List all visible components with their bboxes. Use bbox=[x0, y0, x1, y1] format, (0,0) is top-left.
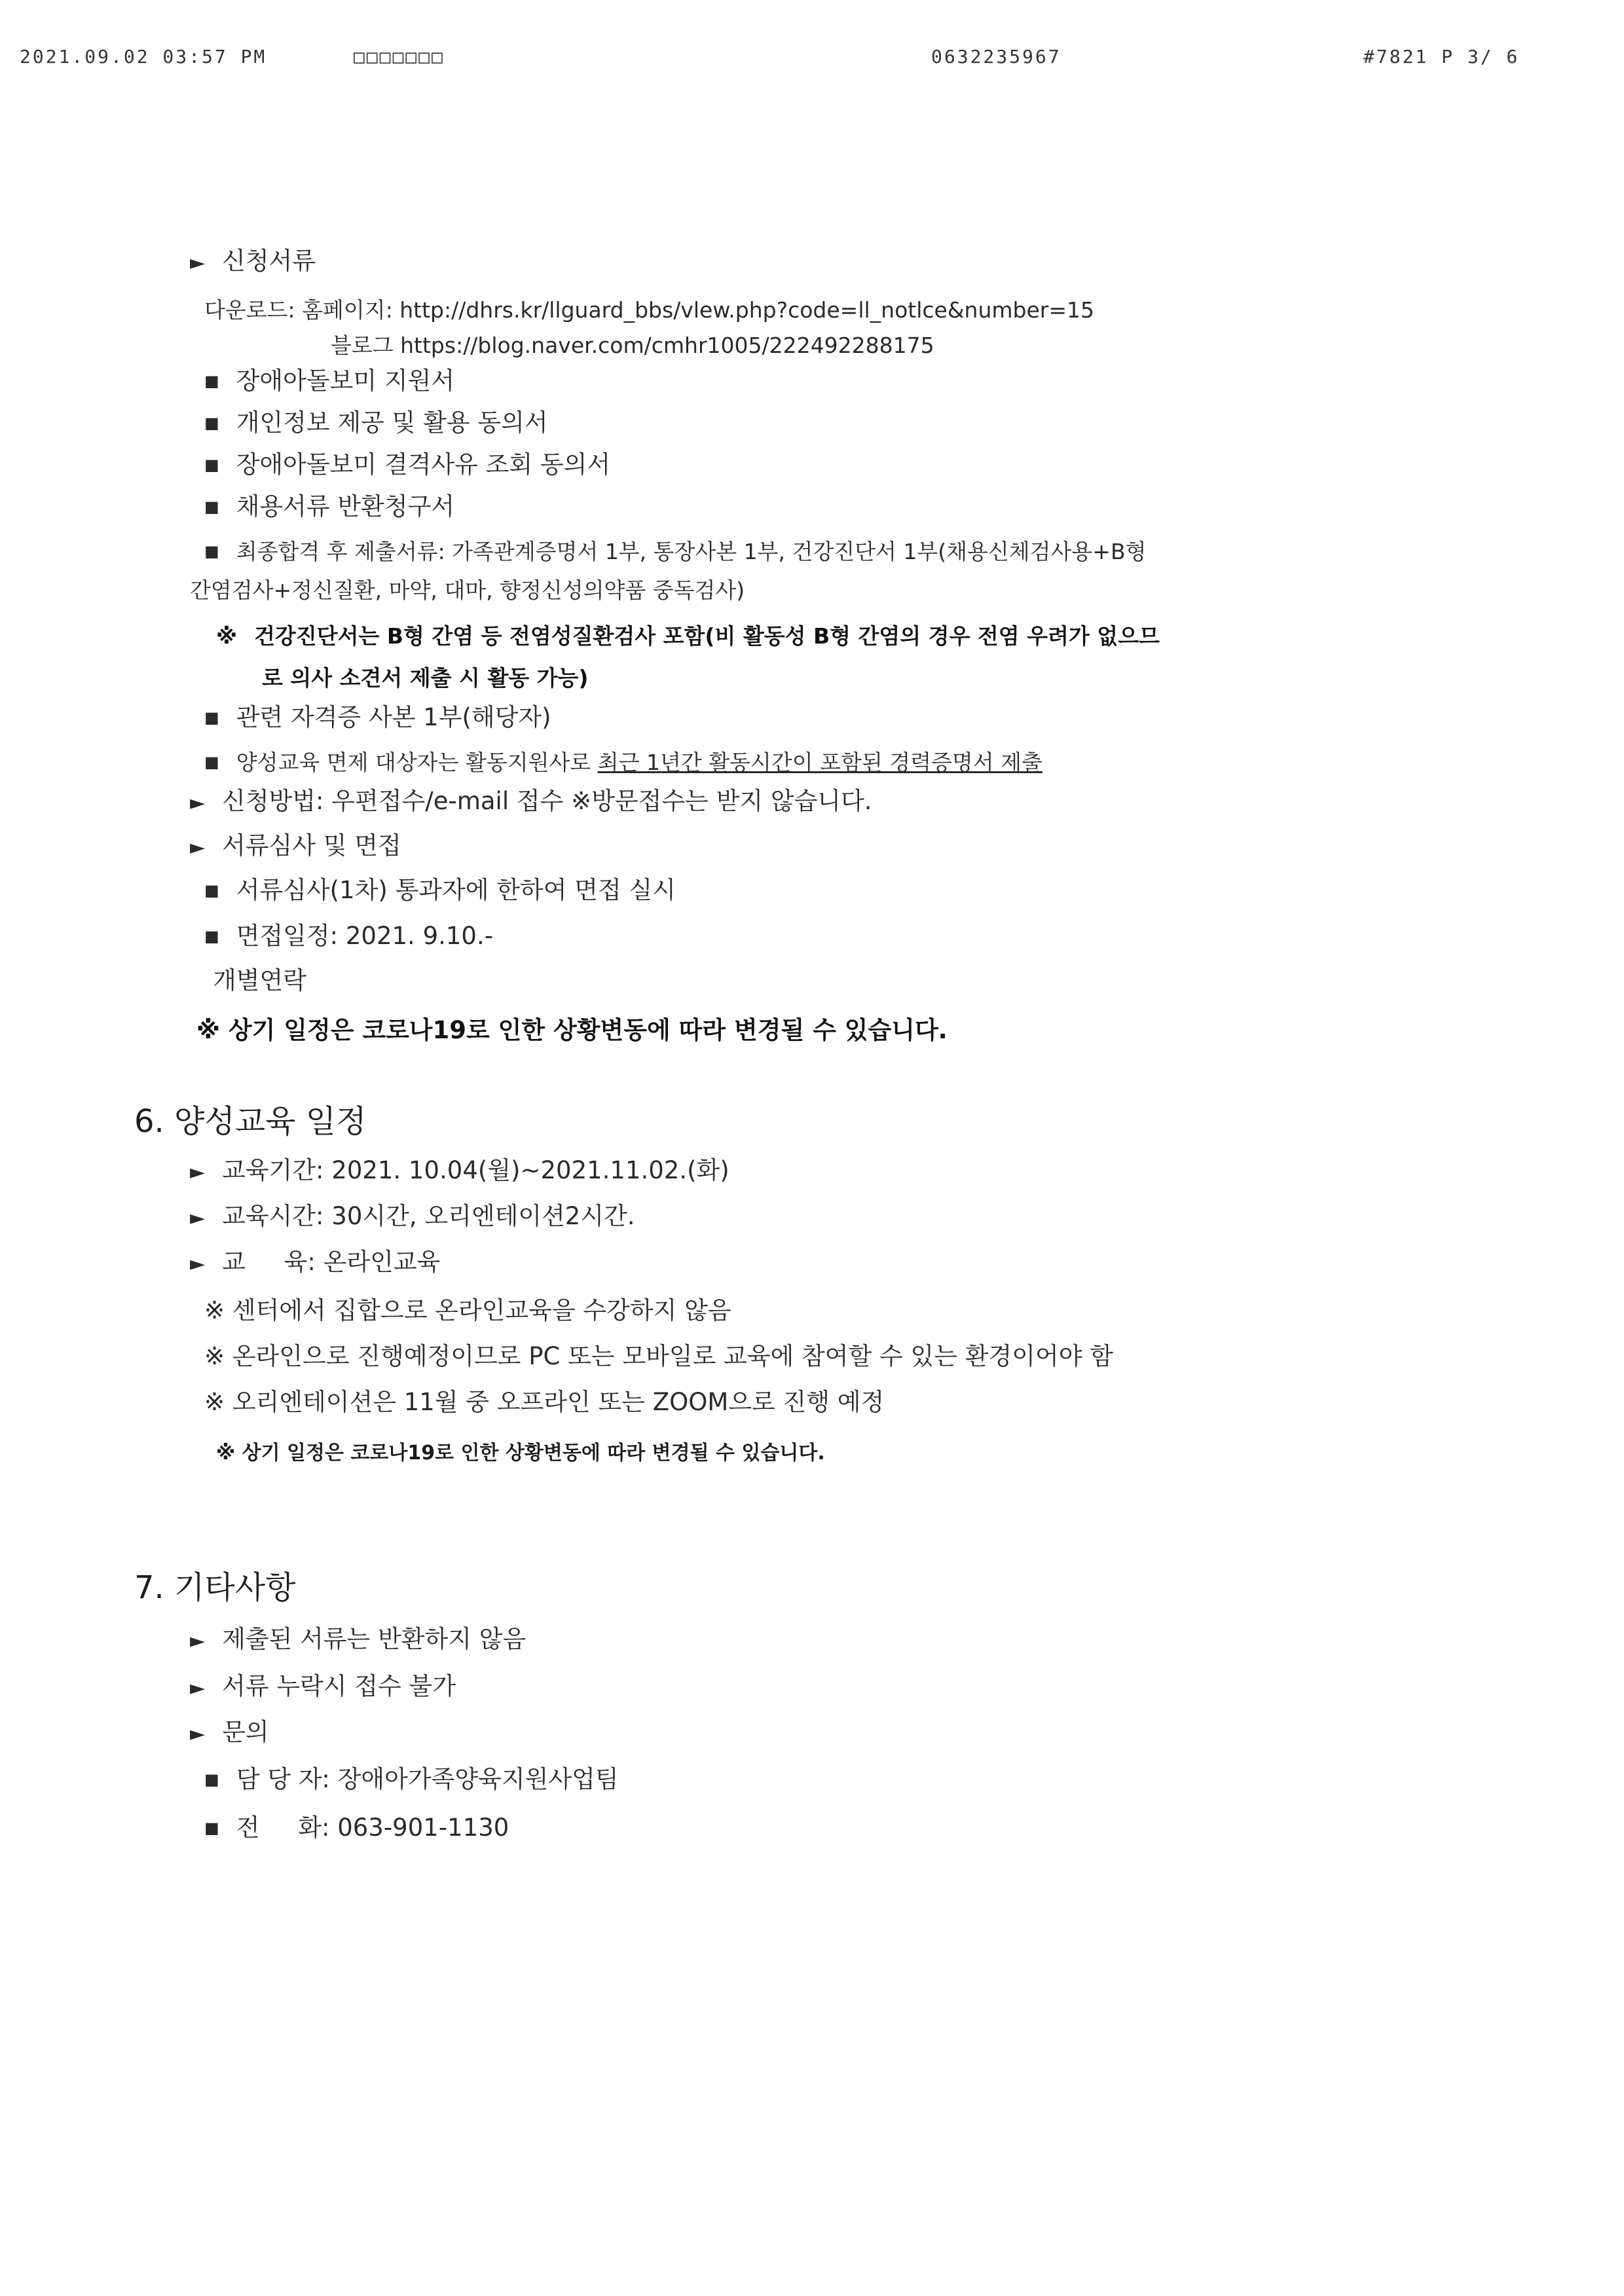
health-note-line-2: 로 의사 소견서 제출 시 활동 가능) bbox=[262, 665, 589, 691]
misc-item: ► 문의 bbox=[190, 1717, 269, 1750]
doc-item: ■ 개인정보 제공 및 활용 동의서 bbox=[204, 407, 548, 439]
bullet-square-icon: ■ bbox=[204, 708, 219, 727]
screening-heading: ► 서류심사 및 면접 bbox=[190, 830, 401, 864]
arrow-icon: ► bbox=[190, 1161, 206, 1184]
arrow-icon: ► bbox=[190, 1252, 206, 1275]
contact-person: ■ 담 당 자: 장애아가족양육지원사업팀 bbox=[204, 1764, 619, 1795]
bullet-square-icon: ■ bbox=[204, 927, 219, 945]
arrow-icon: ► bbox=[190, 1722, 206, 1745]
education-type: ► 교 육: 온라인교육 bbox=[190, 1247, 440, 1280]
bullet-square-icon: ■ bbox=[204, 542, 219, 560]
section7-title: 7. 기타사항 bbox=[134, 1569, 296, 1606]
health-note-line-1: ※ 건강진단서는 B형 간염 등 전염성질환검사 포함(비 활동성 B형 간염의 경우 전염 우려가 없으므 bbox=[216, 621, 1160, 652]
blog-line bbox=[331, 330, 934, 361]
education-period: ► 교육기간: 2021. 10.04(월)~2021.11.02.(화) bbox=[190, 1155, 729, 1188]
note-mark: ※ bbox=[216, 623, 238, 649]
covid-note: ※ 상기 일정은 코로나19로 인한 상황변동에 따라 변경될 수 있습니다. bbox=[196, 1016, 948, 1044]
education-note: ※ 센터에서 집합으로 온라인교육을 수강하지 않음 bbox=[204, 1296, 731, 1324]
bullet-square-icon: ■ bbox=[204, 1819, 219, 1837]
final-docs-line-1: ■ 최종합격 후 제출서류: 가족관계증명서 1부, 통장사본 1부, 건강진단서 1부(채용신체검사용+B형 bbox=[204, 536, 1146, 568]
bullet-square-icon: ■ bbox=[204, 881, 219, 900]
arrow-icon: ► bbox=[190, 836, 206, 859]
interview-date: ■ 면접일정: 2021. 9.10.- bbox=[204, 920, 493, 952]
doc-item: ■ 장애아돌보미 지원서 bbox=[204, 365, 454, 397]
download-label: 다운로드: 홈페이지: bbox=[204, 297, 393, 323]
education-note: ※ 오리엔테이션은 11월 중 오프라인 또는 ZOOM으로 진행 예정 bbox=[204, 1388, 885, 1416]
bullet-square-icon: ■ bbox=[204, 498, 219, 516]
misc-item: ► 제출된 서류는 반환하지 않음 bbox=[190, 1624, 526, 1657]
misc-item: ► 서류 누락시 접수 불가 bbox=[190, 1671, 456, 1704]
blog-label: 블로그 bbox=[331, 333, 394, 358]
education-hours: ► 교육시간: 30시간, 오리엔테이션2시간. bbox=[190, 1201, 635, 1234]
screening-pass: ■ 서류심사(1차) 통과자에 한하여 면접 실시 bbox=[204, 875, 676, 906]
license-copy: ■ 관련 자격증 사본 1부(해당자) bbox=[204, 702, 551, 733]
download-line bbox=[204, 295, 1094, 326]
education-note: ※ 온라인으로 진행예정이므로 PC 또는 모바일로 교육에 참여할 수 있는 환경이어야 함 bbox=[204, 1342, 1114, 1370]
individual-contact: 개별연락 bbox=[213, 966, 306, 994]
arrow-icon: ► bbox=[190, 251, 206, 274]
application-heading: ► 신청서류 bbox=[190, 246, 316, 279]
blog-link[interactable]: https://blog.naver.com/cmhr1005/222492288175 bbox=[400, 333, 934, 358]
doc-item: ■ 장애아돌보미 결격사유 조회 동의서 bbox=[204, 449, 610, 481]
fax-page-number: #7821 P 3/ 6 bbox=[1363, 46, 1520, 67]
final-docs-line-2: 간염검사+정신질환, 마약, 대마, 향정신성의약품 중독검사) bbox=[190, 577, 745, 603]
exempt-underlined: 최근 1년간 활동시간이 포함된 경력증명서 제출 bbox=[597, 750, 1043, 775]
arrow-icon: ► bbox=[190, 792, 206, 814]
bullet-square-icon: ■ bbox=[204, 372, 219, 390]
homepage-link[interactable]: http://dhrs.kr/llguard_bbs/vlew.php?code=ll_notlce&number=15 bbox=[399, 297, 1094, 323]
fax-sender-tag: □□□□□□□ bbox=[354, 46, 445, 67]
doc-item: ■ 채용서류 반환청구서 bbox=[204, 491, 454, 522]
section6-covid-note: ※ 상기 일정은 코로나19로 인한 상황변동에 따라 변경될 수 있습니다. bbox=[216, 1442, 825, 1465]
contact-phone: ■ 전 화: 063-901-1130 bbox=[204, 1812, 509, 1844]
bullet-square-icon: ■ bbox=[204, 753, 219, 771]
fax-phone-number: 0632235967 bbox=[931, 46, 1061, 67]
bullet-square-icon: ■ bbox=[204, 1770, 219, 1789]
arrow-icon: ► bbox=[190, 1630, 206, 1652]
bullet-square-icon: ■ bbox=[204, 456, 219, 474]
bullet-square-icon: ■ bbox=[204, 414, 219, 432]
application-method: ► 신청방법: 우편접수/e-mail 접수 ※방문접수는 받지 않습니다. bbox=[190, 786, 872, 819]
fax-datetime: 2021.09.02 03:57 PM bbox=[20, 46, 267, 67]
arrow-icon: ► bbox=[190, 1677, 206, 1700]
exempt-line: ■ 양성교육 면제 대상자는 활동지원사로 최근 1년간 활동시간이 포함된 경력증명서 제출 bbox=[204, 746, 1043, 778]
section6-title: 6. 양성교육 일정 bbox=[134, 1103, 367, 1140]
arrow-icon: ► bbox=[190, 1207, 206, 1230]
